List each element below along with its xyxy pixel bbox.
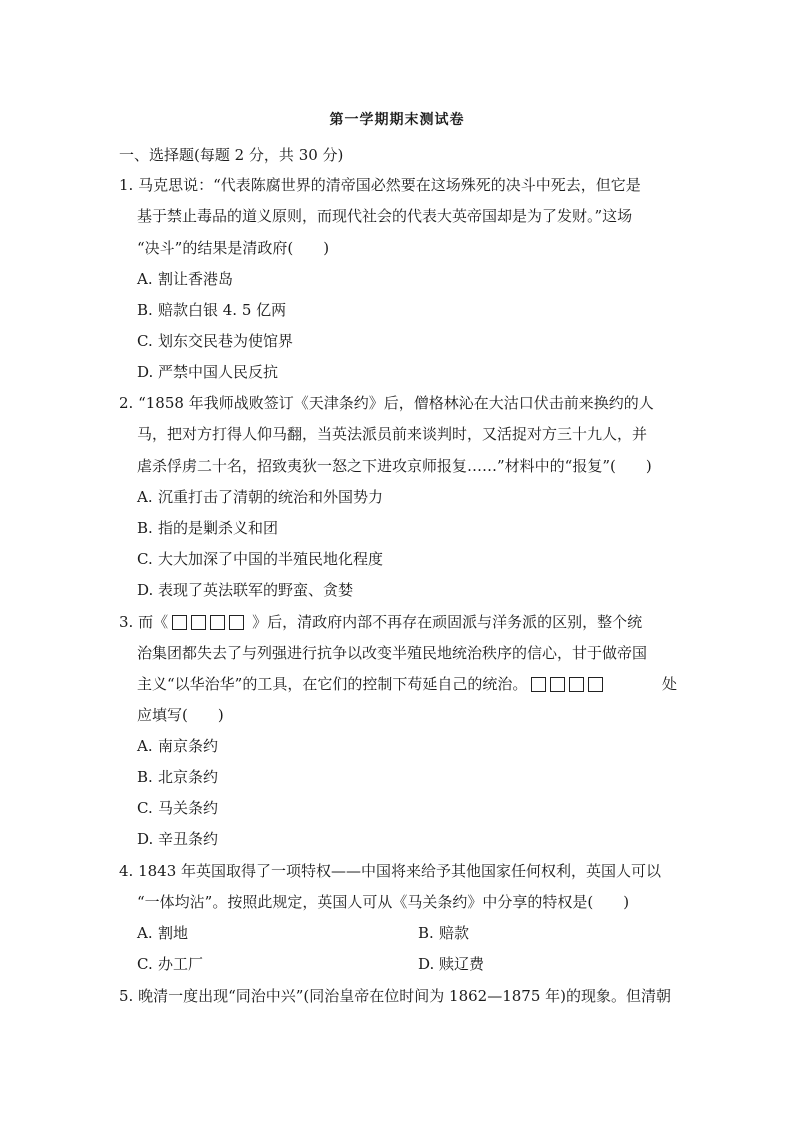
question-3-line-1: 3. 而《 》后，清政府内部不再存在顽固派与洋务派的区别，整个统 xyxy=(119,612,642,635)
blank-box-group xyxy=(531,677,607,697)
q3-option-b[interactable]: B. 北京条约 xyxy=(137,768,219,786)
q3-option-a[interactable]: A. 南京条约 xyxy=(137,737,219,755)
section-heading: 一、选择题(每题 2 分，共 30 分) xyxy=(119,146,344,164)
q4-option-d[interactable]: D. 赎辽费 xyxy=(418,955,485,973)
q2-option-a[interactable]: A. 沉重打击了清朝的统治和外国势力 xyxy=(137,488,384,506)
question-1-line-2: 基于禁止毒品的道义原则，而现代社会的代表大英帝国却是为了发财。”这场 xyxy=(137,207,633,225)
q4-option-a[interactable]: A. 割地 xyxy=(137,924,189,942)
q2-option-b[interactable]: B. 指的是剿杀义和团 xyxy=(137,519,279,537)
question-4-line-2: “一体均沾”。按照此规定，英国人可从《马关条约》中分享的特权是( ) xyxy=(137,893,630,911)
q1-option-b[interactable]: B. 赔款白银 4. 5 亿两 xyxy=(137,301,287,319)
question-1-line-3: “决斗”的结果是清政府( ) xyxy=(137,239,330,257)
q2-option-d[interactable]: D. 表现了英法联军的野蛮、贪婪 xyxy=(137,581,354,599)
q3-option-d[interactable]: D. 辛丑条约 xyxy=(137,830,219,848)
q2-option-c[interactable]: C. 大大加深了中国的半殖民地化程度 xyxy=(137,550,384,568)
q4-option-b[interactable]: B. 赔款 xyxy=(418,924,470,942)
question-3-line-2: 治集团都失去了与列强进行抗争以改变半殖民地统治秩序的信心，甘于做帝国 xyxy=(137,644,648,662)
q1-option-d[interactable]: D. 严禁中国人民反抗 xyxy=(137,363,279,381)
question-3-line-3: 主义“以华治华”的工具，在它们的控制下苟延自己的统治。 处 xyxy=(137,674,677,697)
question-3-line-4: 应填写( ) xyxy=(137,706,224,724)
q1-option-a[interactable]: A. 割让香港岛 xyxy=(137,270,234,288)
question-2-line-3: 虐杀俘虏二十名，招致夷狄一怒之下进攻京师报复……”材料中的“报复”( ) xyxy=(137,457,652,475)
q4-option-c[interactable]: C. 办工厂 xyxy=(137,955,204,973)
blank-box-group xyxy=(172,615,248,635)
question-2-line-1: 2. “1858 年我师战败签订《天津条约》后，僧格林沁在大沽口伏击前来换约的人 xyxy=(119,394,654,412)
question-1-line-1: 1. 马克思说：“代表陈腐世界的清帝国必然要在这场殊死的决斗中死去，但它是 xyxy=(119,176,641,194)
question-2-line-2: 马，把对方打得人仰马翻，当英法派员前来谈判时，又活捉对方三十九人，并 xyxy=(137,425,648,443)
q1-option-c[interactable]: C. 划东交民巷为使馆界 xyxy=(137,332,294,350)
question-4-line-1: 4. 1843 年英国取得了一项特权——中国将来给予其他国家任何权利，英国人可以 xyxy=(119,862,662,880)
q3-option-c[interactable]: C. 马关条约 xyxy=(137,799,219,817)
page-title: 第一学期期末测试卷 xyxy=(329,112,465,128)
question-5-line-1: 5. 晚清一度出现“同治中兴”(同治皇帝在位时间为 1862—1875 年)的现象。但清朝 xyxy=(119,987,672,1005)
